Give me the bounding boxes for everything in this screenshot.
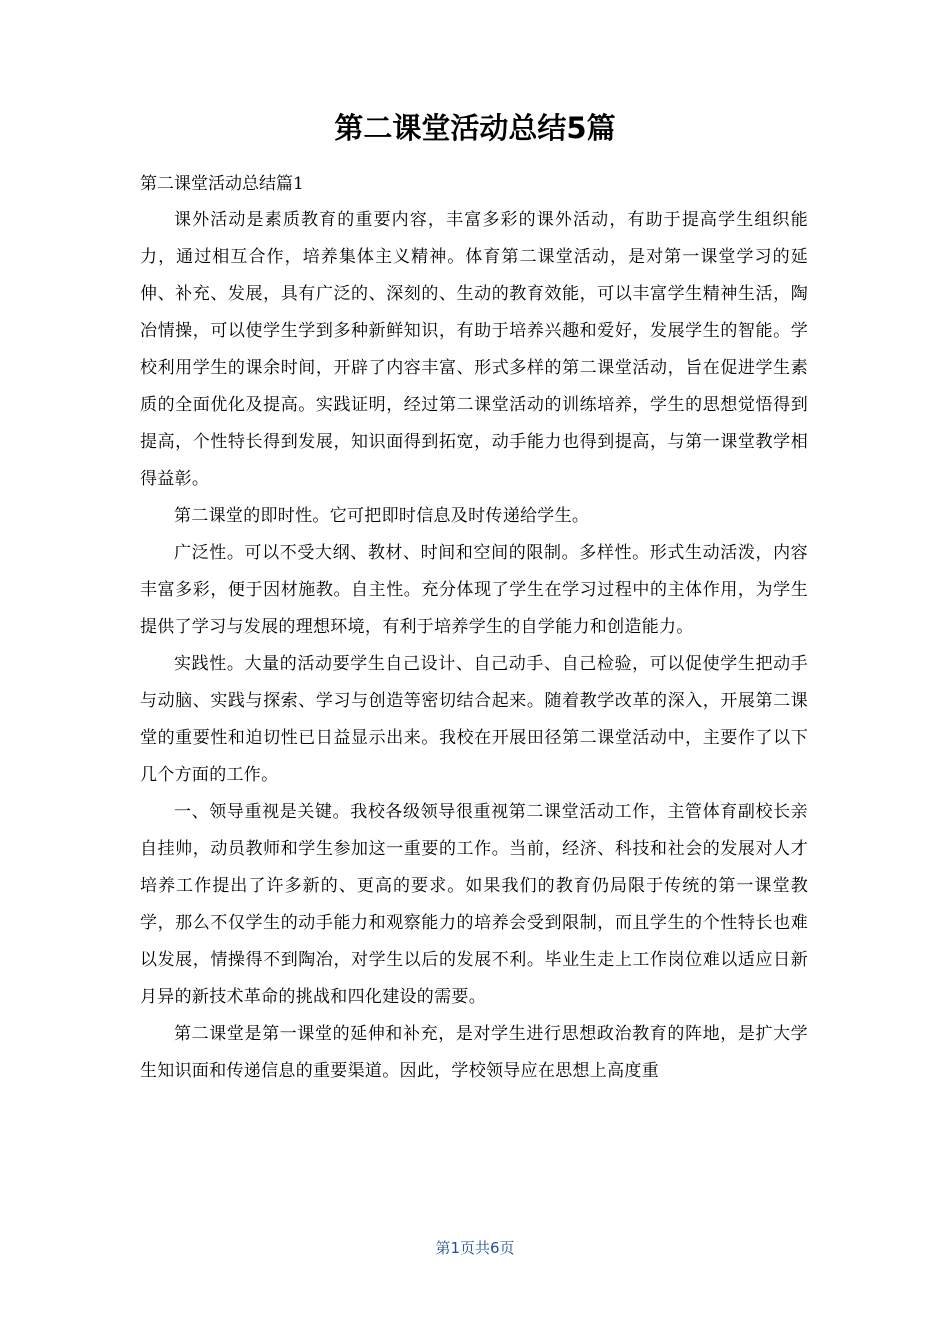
paragraph-3: 广泛性。可以不受大纲、教材、时间和空间的限制。多样性。形式生动活泼，内容丰富多彩，便于因材施教。自主性。充分体现了学生在学习过程中的主体作用，为学生提供了学习与发展的理想环境，有利于培养学生的自学能力和创造能力。 [140,543,808,637]
paragraph-6: 第二课堂是第一课堂的延伸和补充，是对学生进行思想政治教育的阵地，是扩大学生知识面和传递信息的重要渠道。因此，学校领导应在思想上高度重 [140,1024,808,1081]
document-body [140,170,808,1090]
document-title: 第二课堂活动总结5篇 [334,111,616,145]
paragraph-5: 一、领导重视是关键。我校各级领导很重视第二课堂活动工作，主管体育副校长亲自挂帅，动员教师和学生参加这一重要的工作。当前，经济、科技和社会的发展对人才培养工作提出了许多新的、更高的要求。如果我们的教育仍局限于传统的第一课堂教学，那么不仅学生的动手能力和观察能力的培养会受到限制，而且学生的个性特长也难以发展，情操得不到陶冶，对学生以后的发展不利。毕业生走上工作岗位难以适应日新月异的新技术革命的挑战和四化建设的需要。 [140,802,808,1007]
paragraph-2: 第二课堂的即时性。它可把即时信息及时传递给学生。 [174,506,590,526]
section-heading: 第二课堂活动总结篇1 [140,174,304,194]
paragraph-4: 实践性。大量的活动要学生自己设计、自己动手、自己检验，可以促使学生把动手与动脑、实践与探索、学习与创造等密切结合起来。随着教学改革的深入，开展第二课堂的重要性和迫切性已日益显示出来。我校在开展田径第二课堂活动中，主要作了以下几个方面的工作。 [140,654,808,785]
paragraph-1: 课外活动是素质教育的重要内容，丰富多彩的课外活动，有助于提高学生组织能力，通过相互合作，培养集体主义精神。体育第二课堂活动，是对第一课堂学习的延伸、补充、发展，具有广泛的、深刻的、生动的教育效能，可以丰富学生精神生活，陶冶情操，可以使学生学到多种新鲜知识，有助于培养兴趣和爱好，发展学生的智能。学校利用学生的课余时间，开辟了内容丰富、形式多样的第二课堂活动，旨在促进学生素质的全面优化及提高。实践证明，经过第二课堂活动的训练培养，学生的思想觉悟得到提高，个性特长得到发展，知识面得到拓宽，动手能力也得到提高，与第一课堂教学相得益彰。 [140,210,808,489]
page-indicator: 第1页共6页 [435,1239,515,1257]
